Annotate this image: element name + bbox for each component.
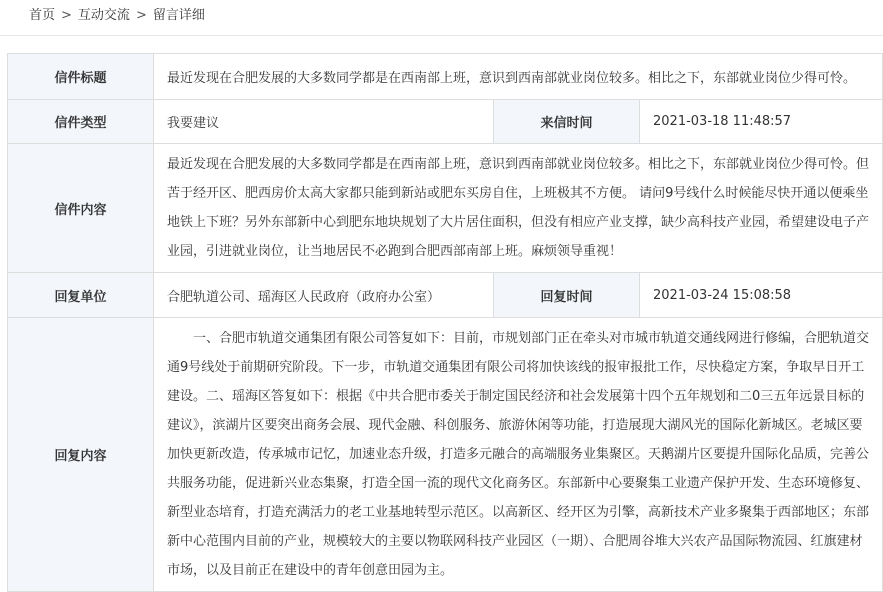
row-letter-content [8, 144, 883, 273]
header-divider [0, 35, 883, 36]
row-letter-type [8, 100, 883, 144]
letter-detail-table [7, 53, 883, 592]
breadcrumb-separator: > [61, 8, 72, 23]
reply-unit-label: 回复单位 [8, 273, 154, 318]
letter-time-value: 2021-03-18 11:48:57 [640, 100, 883, 144]
row-letter-title [8, 54, 883, 100]
breadcrumb-separator: > [135, 8, 147, 23]
letter-title-value: 最近发现在合肥发展的大多数同学都是在西南部上班，意识到西南部就业岗位较多。相比之下，东部就业岗位少得可怜。 [154, 54, 883, 100]
letter-content-value: 最近发现在合肥发展的大多数同学都是在西南部上班，意识到西南部就业岗位较多。相比之下，东部就业岗位少得可怜。但苦于经开区、肥西房价太高大家都只能到新站或肥东买房自住，上班极其不方便。 请问9号线什么时候能尽快开通以便乘坐地铁上下班？另外东部新中心到肥东地块规划了大片居住面积，但没有相应产业支撑，缺少高科技产业园，希望建设电子产业园，引进就业岗位，让当地居民不必跑到合肥西部南部上班。麻烦领导重视！ [154, 144, 883, 273]
letter-title-label: 信件标题 [8, 54, 154, 100]
breadcrumb-home-link[interactable]: 首页 [29, 8, 56, 23]
row-reply-content [8, 318, 883, 592]
letter-time-label: 来信时间 [494, 100, 640, 144]
breadcrumb-section-link[interactable]: 互动交流 [77, 8, 130, 23]
letter-type-value: 我要建议 [154, 100, 494, 144]
reply-unit-value: 合肥轨道公司、瑶海区人民政府（政府办公室） [154, 273, 494, 318]
breadcrumb-current: 留言详细 [152, 8, 205, 23]
letter-type-label: 信件类型 [8, 100, 154, 144]
reply-time-value: 2021-03-24 15:08:58 [640, 273, 883, 318]
letter-content-label: 信件内容 [8, 144, 154, 273]
row-reply-unit [8, 273, 883, 318]
reply-time-label: 回复时间 [494, 273, 640, 318]
breadcrumb [29, 5, 205, 27]
reply-content-label: 回复内容 [8, 318, 154, 592]
reply-content-value: 一、合肥市轨道交通集团有限公司答复如下：目前，市规划部门正在牵头对市城市轨道交通线网进行修编，合肥轨道交通9号线处于前期研究阶段。下一步，市轨道交通集团有限公司将加快该线的报审报批工作，尽快稳定方案，争取早日开工建设。二、瑶海区答复如下：根据《中共合肥市委关于制定国民经济和社会发展第十四个五年规划和二0三五年远景目标的建议》，滨湖片区要突出商务会展、现代金融、科创服务、旅游休闲等功能，打造展现大湖风光的国际化新城区。老城区要加快更新改造，传承城市记忆，加速业态升级，打造多元融合的高端服务业集聚区。天鹅湖片区要提升国际化品质，完善公共服务功能，促进新兴业态集聚，打造全国一流的现代文化商务区。东部新中心要聚集工业遗产保护开发、生态环境修复、新型业态培育，打造充满活力的老工业基地转型示范区。以高新区、经开区为引擎，高新技术产业多聚集于西部地区；东部新中心范围内目前的产业，规模较大的主要以物联网科技产业园区（一期）、合肥周谷堆大兴农产品国际物流园、红旗建材市场，以及目前正在建设中的青年创意田园为主。 [154, 318, 883, 592]
